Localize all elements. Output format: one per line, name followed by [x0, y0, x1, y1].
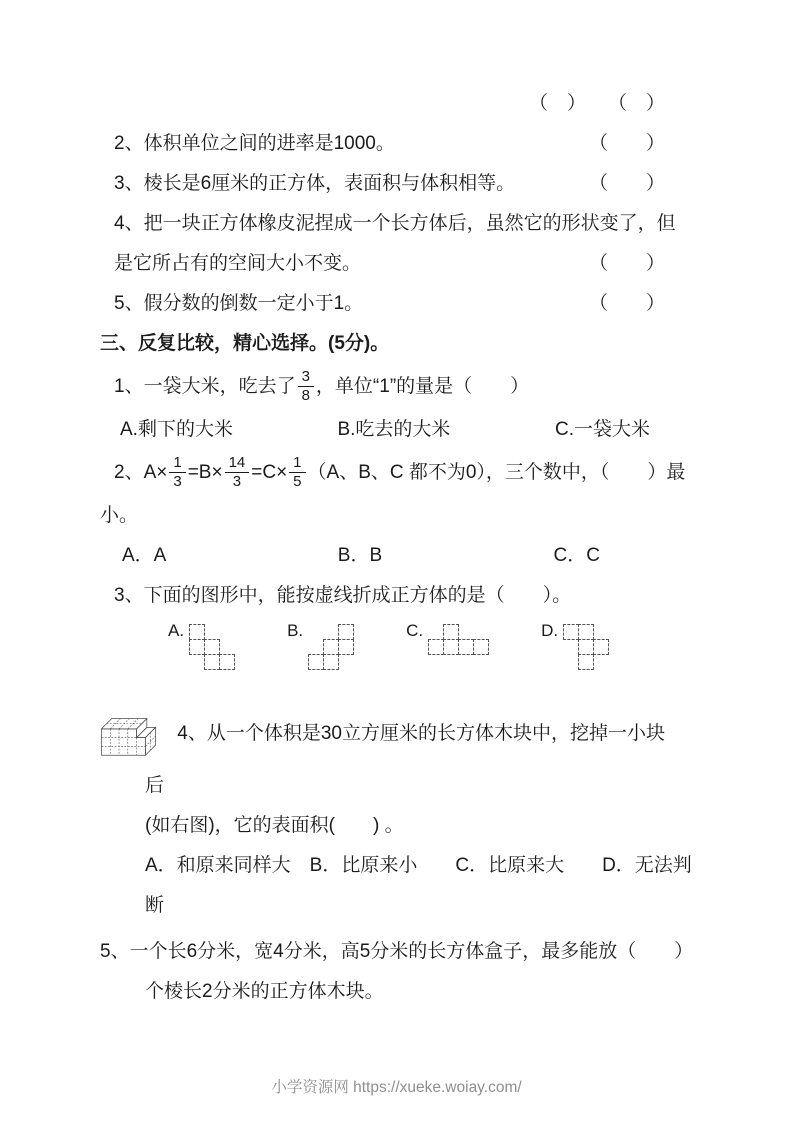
- cube-net-options: [168, 622, 665, 692]
- question-4-line3: (如右图)，它的表面积( ) 。: [145, 815, 404, 836]
- question-2: [114, 450, 686, 496]
- question-4-options: A．和原来同样大 B．比原来小 C．比原来大 D．无法判: [145, 855, 692, 876]
- option-a: A．A: [122, 545, 167, 566]
- option-a: A.剩下的大米: [120, 419, 233, 440]
- answer-blank: （ ）: [607, 93, 665, 114]
- top-answer-blanks: [100, 84, 665, 124]
- judge-item-text: 3、棱长是6厘米的正方体，表面积与体积相等。: [114, 173, 516, 194]
- option-b: B．B: [337, 545, 383, 566]
- answer-blank: （ ）: [528, 93, 586, 114]
- judge-item-2: [114, 124, 665, 164]
- fraction-denominator: 5: [293, 473, 302, 491]
- cube-net-c: [406, 622, 489, 655]
- option-c: C.一袋大米: [554, 419, 650, 440]
- fraction-numerator: 3: [298, 369, 314, 388]
- judge-item-text: 是它所占有的空间大小不变。: [114, 253, 362, 274]
- cube-net-d: [541, 622, 609, 670]
- question-2-part1: 2、A×: [114, 462, 168, 483]
- net-label: D.: [541, 621, 559, 640]
- cube-net-diagram: [428, 624, 489, 655]
- net-label: B.: [287, 621, 304, 640]
- question-2-part3: =C×: [251, 462, 288, 483]
- judge-item-4-line2: [114, 244, 665, 284]
- fraction-1-3: [169, 455, 185, 491]
- cuboid-figure: [100, 702, 167, 766]
- answer-blank: （ ）: [588, 133, 665, 154]
- judge-item-text: 5、假分数的倒数一定小于1。: [114, 293, 364, 314]
- section-three-title: 三、反复比较，精心选择。(5分)。: [100, 333, 390, 354]
- fraction-denominator: 3: [232, 473, 242, 491]
- question-2-part2: =B×: [187, 462, 223, 483]
- question-1-suffix: ，单位“1”的量是（ ）: [315, 376, 530, 397]
- cube-net-diagram: [189, 624, 235, 670]
- judge-item-5: [114, 284, 665, 324]
- cube-net-b: [287, 622, 354, 670]
- question-3: 3、下面的图形中，能按虚线折成正方体的是（ ）。: [114, 585, 572, 606]
- question-1-prefix: 1、一袋大米，吃去了: [114, 376, 296, 397]
- option-c: C．C: [553, 545, 600, 566]
- question-4-line1-row: [100, 702, 665, 766]
- question-1: [114, 364, 665, 410]
- fraction-numerator: 14: [225, 455, 250, 474]
- answer-blank: （ ）: [588, 293, 665, 314]
- fraction-3-8: [298, 369, 314, 405]
- net-label: A.: [168, 621, 185, 640]
- fraction-denominator: 8: [301, 387, 310, 405]
- fraction-1-5: [289, 455, 305, 491]
- fraction-numerator: 1: [289, 455, 305, 474]
- cube-net-a: [168, 622, 235, 670]
- site-footer: 小学资源网 https://xueke.woiay.com/: [271, 1079, 522, 1096]
- judge-item-4-line1: 4、把一块正方体橡皮泥捏成一个长方体后，虽然它的形状变了，但: [114, 213, 676, 234]
- question-2-wrap: 小。: [100, 505, 139, 526]
- net-label: C.: [406, 621, 424, 640]
- question-4-options-wrap: 断: [145, 895, 165, 916]
- judge-item-3: [114, 164, 665, 204]
- fraction-denominator: 3: [173, 473, 182, 491]
- answer-blank: （ ）: [588, 173, 665, 194]
- question-5-line2: 个棱长2分米的正方体木块。: [145, 981, 384, 1002]
- question-5-line1: 5、一个长6分米，宽4分米，高5分米的长方体盒子，最多能放（ ）: [100, 941, 694, 962]
- cube-net-diagram: [308, 624, 354, 670]
- cube-net-diagram: [563, 624, 609, 670]
- question-2-part4: （A、B、C 都不为0），三个数中，（ ）最: [307, 462, 686, 483]
- answer-blank: （ ）: [588, 253, 665, 274]
- judge-item-text: 2、体积单位之间的进率是1000。: [114, 133, 395, 154]
- fraction-numerator: 1: [169, 455, 185, 474]
- question-1-options: [120, 410, 650, 450]
- question-2-options: [122, 536, 600, 576]
- fraction-14-3: [225, 455, 250, 491]
- question-4-line2: 后: [145, 775, 165, 796]
- question-4-line1: 4、从一个体积是30立方厘米的长方体木块中，挖掉一小块: [177, 723, 665, 744]
- option-b: B.吃去的大米: [337, 419, 451, 440]
